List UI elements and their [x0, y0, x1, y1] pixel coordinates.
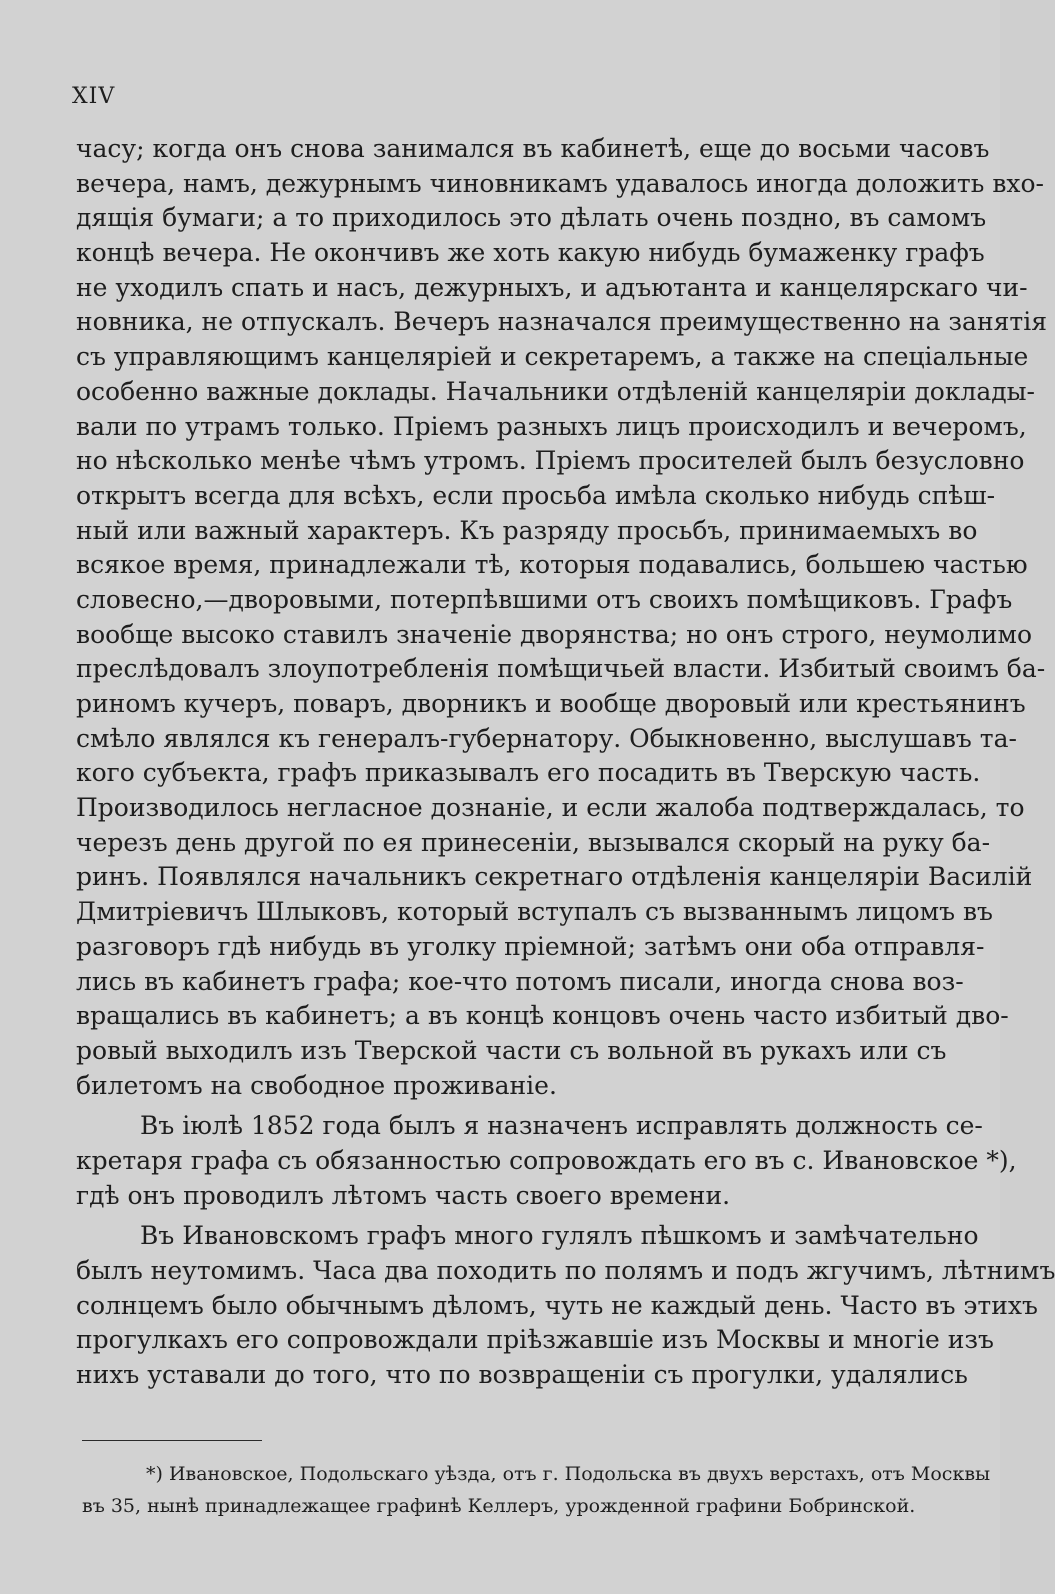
text-line: вращались въ кабинетъ; а въ концѣ концовъ очень часто избитый дво- — [76, 1001, 1009, 1031]
text-line: смѣло являлся къ генералъ-губернатору. Обыкновенно, выслушавъ та- — [76, 723, 1017, 753]
text-line: всякое время, принадлежали тѣ, которыя подавались, большею частью — [76, 550, 1028, 580]
page-number: XIV — [72, 84, 116, 109]
text-line: дящія бумаги; а то приходилось это дѣлать очень поздно, въ самомъ — [76, 203, 987, 233]
text-line: кого субъекта, графъ приказывалъ его посадить въ Тверскую часть. — [76, 758, 981, 788]
text-line: разговоръ гдѣ нибудь въ уголку пріемной; затѣмъ они оба отправля- — [76, 931, 985, 961]
text-line: словесно,—дворовыми, потерпѣвшими отъ своихъ помѣщиковъ. Графъ — [76, 584, 1013, 614]
text-line: ный или важный характеръ. Къ разряду просьбъ, принимаемыхъ во — [76, 515, 978, 545]
paragraph — [76, 132, 1047, 1103]
main-text — [76, 132, 1055, 1393]
footnote — [82, 1458, 991, 1522]
text-line: Въ іюлѣ 1852 года былъ я назначенъ исправлять должность се- — [140, 1111, 983, 1141]
text-line: не уходилъ спать и насъ, дежурныхъ, и адъютанта и канцелярскаго чи- — [76, 272, 1028, 302]
text-line: лись въ кабинетъ графа; кое-что потомъ писали, иногда снова воз- — [76, 966, 964, 996]
text-line: преслѣдовалъ злоупотребленія помѣщичьей власти. Избитый своимъ ба- — [76, 654, 1046, 684]
paragraph — [76, 1219, 1055, 1392]
text-line: риномъ кучеръ, поваръ, дворникъ и вообще дворовый или крестьянинъ — [76, 689, 1026, 718]
text-line: гдѣ онъ проводилъ лѣтомъ часть своего времени. — [76, 1180, 731, 1210]
text-line: Дмитріевичъ Шлыковъ, который вступалъ съ вызваннымъ лицомъ въ — [76, 897, 993, 927]
text-line: открытъ всегда для всѣхъ, если просьба имѣла сколько нибудь спѣш- — [76, 480, 996, 510]
text-line: кретаря графа съ обязанностью сопровождать его въ с. Ивановское *), — [76, 1145, 1017, 1175]
text-line: вечера, намъ, дежурнымъ чиновникамъ удавалось иногда доложить вхо- — [76, 168, 1044, 198]
text-line: былъ неутомимъ. Часа два походить по полямъ и подъ жгучимъ, лѣтнимъ — [76, 1256, 1055, 1285]
text-line: нихъ уставали до того, что по возвращеніи съ прогулки, удалялись — [76, 1360, 968, 1390]
text-line: особенно важные доклады. Начальники отдѣленій канцеляріи доклады- — [76, 376, 1035, 406]
text-line: часу; когда онъ снова занимался въ кабинетѣ, еще до восьми часовъ — [76, 134, 990, 163]
text-line: вообще высоко ставилъ значеніе дворянства; но онъ строго, неумолимо — [76, 619, 1032, 649]
text-line: Въ Ивановскомъ графъ много гулялъ пѣшкомъ и замѣчательно — [140, 1221, 979, 1251]
text-line: солнцемъ было обычнымъ дѣломъ, чуть не каждый день. Часто въ этихъ — [76, 1290, 1038, 1320]
footnote-line: *) Ивановское, Подольскаго уѣзда, отъ г. Подольска въ двухъ верстахъ, отъ Москвы — [146, 1463, 991, 1485]
text-line: вали по утрамъ только. Пріемъ разныхъ лицъ происходилъ и вечеромъ, — [76, 411, 1027, 441]
text-line: концѣ вечера. Не окончивъ же хоть какую нибудь бумаженку графъ — [76, 238, 985, 268]
text-line: черезъ день другой по ея принесеніи, вызывался скорый на руку ба- — [76, 827, 991, 857]
footnote-line: въ 35, нынѣ принадлежащее графинѣ Келлеръ, урожденной графини Бобринской. — [82, 1495, 916, 1517]
text-line: но нѣсколько менѣе чѣмъ утромъ. Пріемъ просителей былъ безусловно — [76, 446, 1025, 476]
paragraph — [76, 1109, 1017, 1213]
footnote-rule — [82, 1440, 262, 1441]
text-line: ринъ. Появлялся начальникъ секретнаго отдѣленія канцеляріи Василій — [76, 862, 1033, 892]
text-line: билетомъ на свободное проживаніе. — [76, 1070, 557, 1100]
text-line: прогулкахъ его сопровождали пріѣзжавшіе изъ Москвы и многіе изъ — [76, 1325, 994, 1355]
text-line: ровый выходилъ изъ Тверской части съ вольной въ рукахъ или съ — [76, 1035, 947, 1065]
text-line: Производилось негласное дознаніе, и если жалоба подтверждалась, то — [76, 793, 1025, 823]
text-line: съ управляющимъ канцеляріей и секретаремъ, а также на спеціальные — [76, 342, 1029, 372]
text-line: новника, не отпускалъ. Вечеръ назначался преимущественно на занятія — [76, 307, 1047, 337]
